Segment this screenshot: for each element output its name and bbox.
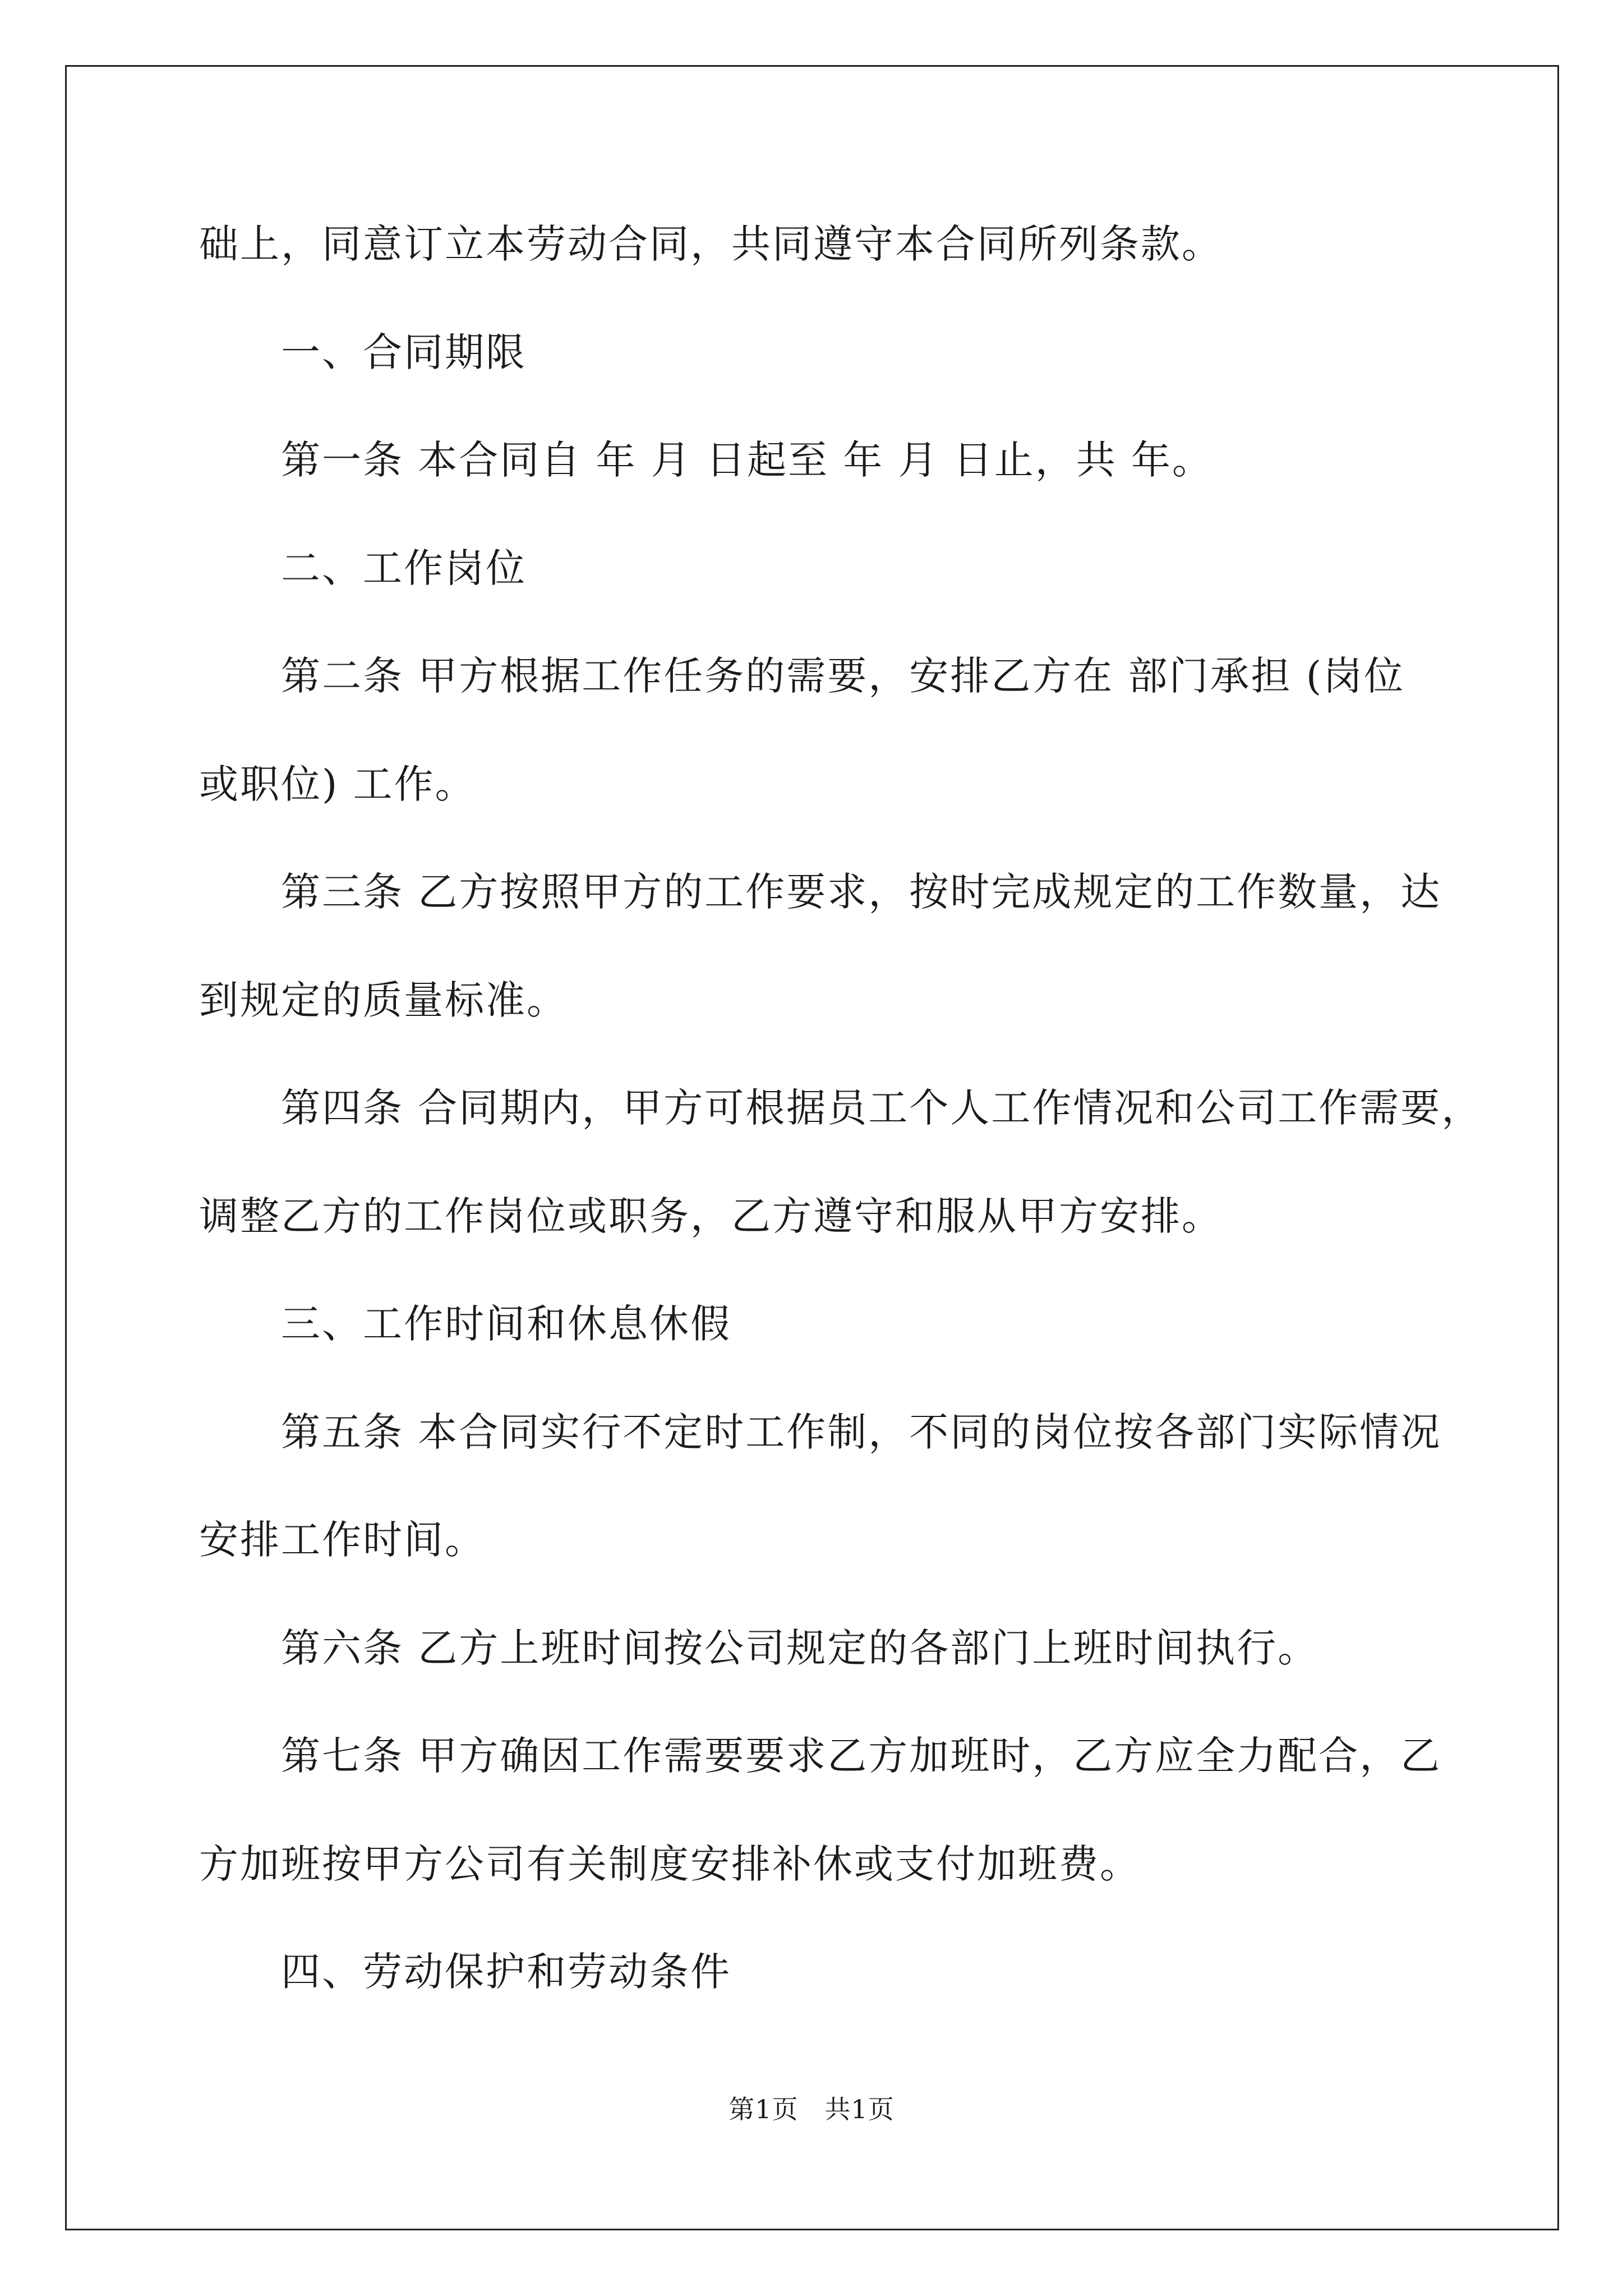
section-heading-working-hours: 三、工作时间和休息休假 <box>281 1301 731 1347</box>
article-7: 第七条 甲方确因工作需要要求乙方加班时，乙方应全力配合，乙 <box>281 1733 1442 1779</box>
article-3: 第三条 乙方按照甲方的工作要求，按时完成规定的工作数量，达 <box>281 869 1442 915</box>
article-3-continued: 到规定的质量标准。 <box>199 977 568 1023</box>
section-heading-contract-term: 一、合同期限 <box>281 329 527 375</box>
article-6: 第六条 乙方上班时间按公司规定的各部门上班时间执行。 <box>281 1625 1319 1671</box>
article-4-continued: 调整乙方的工作岗位或职务，乙方遵守和服从甲方安排。 <box>199 1193 1223 1239</box>
page-footer: 第1页 共1页 <box>728 2094 895 2124</box>
article-2-continued: 或职位) 工作。 <box>199 761 476 807</box>
article-1: 第一条 本合同自 年 月 日起至 年 月 日止，共 年。 <box>281 437 1214 483</box>
paragraph-line: 础上，同意订立本劳动合同，共同遵守本合同所列条款。 <box>199 221 1223 267</box>
article-7-continued: 方加班按甲方公司有关制度安排补休或支付加班费。 <box>199 1841 1141 1887</box>
section-heading-labor-protection: 四、劳动保护和劳动条件 <box>281 1949 731 1995</box>
section-heading-job-position: 二、工作岗位 <box>281 545 527 591</box>
article-2: 第二条 甲方根据工作任务的需要，安排乙方在 部门承担 (岗位 <box>281 653 1405 699</box>
page-border <box>65 65 1559 2230</box>
article-5-continued: 安排工作时间。 <box>199 1517 486 1563</box>
article-4: 第四条 合同期内，甲方可根据员工个人工作情况和公司工作需要， <box>281 1085 1483 1131</box>
article-5: 第五条 本合同实行不定时工作制，不同的岗位按各部门实际情况 <box>281 1409 1442 1455</box>
